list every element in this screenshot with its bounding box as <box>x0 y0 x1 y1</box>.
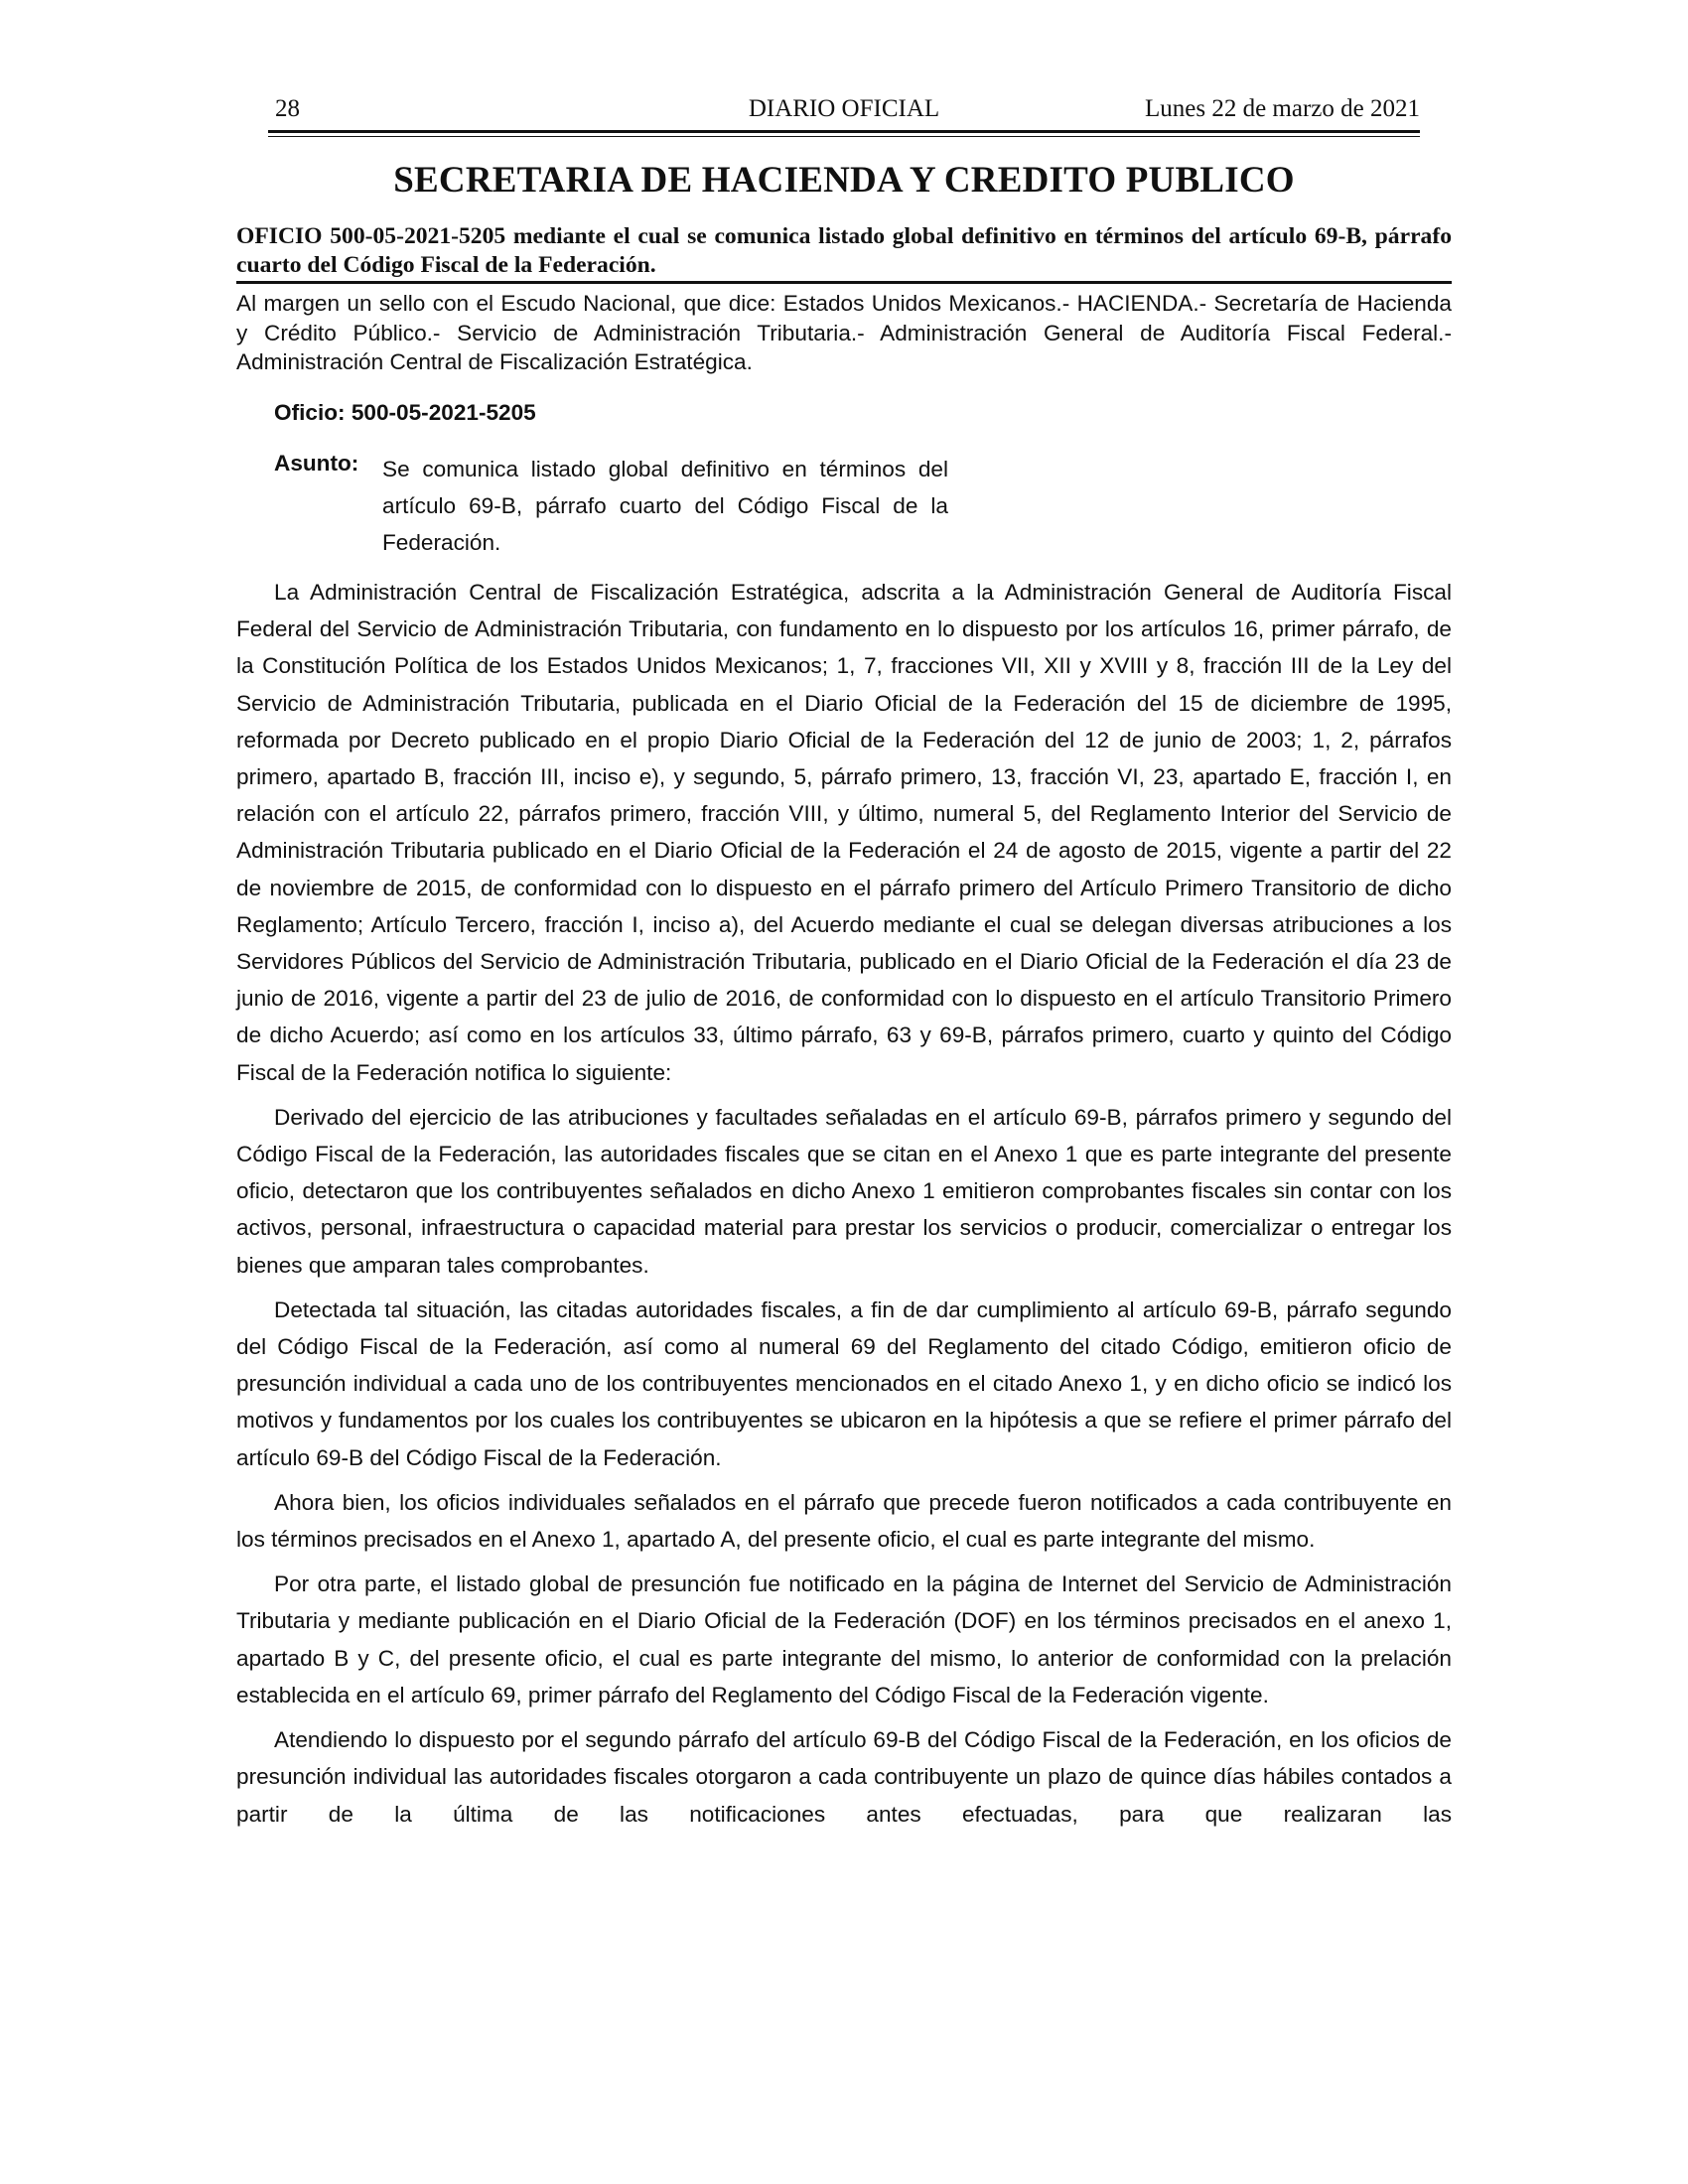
title-rule <box>236 281 1452 284</box>
asunto-label: Asunto: <box>274 451 359 476</box>
publication-name: DIARIO OFICIAL <box>748 95 940 122</box>
paragraph: Derivado del ejercicio de las atribuciones y facultades señaladas en el artículo 69-B, párrafos primero y segundo del Código Fiscal de la Federación, las autoridades fiscales que se citan en el Anexo 1 que es parte integrante del presente oficio, detectaron que los contribuyentes señalados en dicho Anexo 1 emitieron comprobantes fiscales sin contar con los activos, personal, infraestructura o capacidad material para prestar los servicios o producir, comercializar o entregar los bienes que amparan tales comprobantes. <box>236 1104 1452 1278</box>
page-number: 28 <box>275 95 300 122</box>
paragraph: La Administración Central de Fiscalización Estratégica, adscrita a la Administración General de Auditoría Fiscal Federal del Servicio de Administración Tributaria, con fundamento en lo dispuesto por los artículos 16, primer párrafo, de la Constitución Política de los Estados Unidos Mexicanos; 1, 7, fracciones VII, XII y XVIII y 8, fracción III de la Ley del Servicio de Administración Tributaria, publicada en el Diario Oficial de la Federación del 15 de diciembre de 1995, reformada por Decreto publicado en el propio Diario Oficial de la Federación del 12 de junio de 2003; 1, 2, párrafos primero, apartado B, fracción III, inciso e), y segundo, 5, párrafo primero, 13, fracción VI, 23, apartado E, fracción I, en relación con el artículo 22, párrafos primero, fracción VIII, y último, numeral 5, del Reglamento Interior del Servicio de Administración Tributaria publicado en el Diario Oficial de la Federación el 24 de agosto de 2015, vigente a partir del 22 de noviembre de 2015, de conformidad con lo dispuesto en el párrafo primero del Artículo Primero Transitorio de dicho Reglamento; Artículo Tercero, fracción I, inciso a), del Acuerdo mediante el cual se delegan diversas atribuciones a los Servidores Públicos del Servicio de Administración Tributaria, publicado en el Diario Oficial de la Federación el día 23 de junio de 2016, vigente a partir del 23 de julio de 2016, de conformidad con lo dispuesto en el artículo Transitorio Primero de dicho Acuerdo; así como en los artículos 33, último párrafo, 63 y 69-B, párrafos primero, cuarto y quinto del Código Fiscal de la Federación notifica lo siguiente: <box>236 580 1452 1085</box>
section-title: SECRETARIA DE HACIENDA Y CREDITO PUBLICO <box>393 160 1295 201</box>
publication-date: Lunes 22 de marzo de 2021 <box>1144 95 1420 122</box>
paragraph: Ahora bien, los oficios individuales señalados en el párrafo que precede fueron notificados a cada contribuyente en los términos precisados en el Anexo 1, apartado A, del presente oficio, el cual es parte integrante del mismo. <box>236 1489 1452 1553</box>
header-rule-thick <box>268 130 1420 133</box>
paragraph: Por otra parte, el listado global de presunción fue notificado en la página de Internet del Servicio de Administración Tributaria y mediante publicación en el Diario Oficial de la Federación (DOF) en los términos precisados en el anexo 1, apartado B y C, del presente oficio, el cual es parte integrante del mismo, lo anterior de conformidad con la prelación establecida en el artículo 69, primer párrafo del Reglamento del Código Fiscal de la Federación vigente. <box>236 1571 1452 1707</box>
header-rule-thin <box>268 136 1420 137</box>
oficio-label: Oficio: <box>274 400 346 425</box>
body-text <box>236 574 1452 1841</box>
oficio-number: 500-05-2021-5205 <box>351 400 536 425</box>
document-title: OFICIO 500-05-2021-5205 mediante el cual se comunica listado global definitivo en términos del artículo 69-B, párrafo cuarto del Código Fiscal de la Federación. <box>236 223 1452 278</box>
oficio-line <box>274 400 536 426</box>
paragraph: Atendiendo lo dispuesto por el segundo párrafo del artículo 69-B del Código Fiscal de la Federación, en los oficios de presunción individual las autoridades fiscales otorgaron a cada contribuyente un plazo de quince días hábiles contados a partir de la última de las notificaciones antes efectuadas, para que realizaran las <box>236 1727 1452 1827</box>
margin-note: Al margen un sello con el Escudo Nacional, que dice: Estados Unidos Mexicanos.- HACIENDA.- Secretaría de Hacienda y Crédito Público.- Servicio de Administración Tributaria.- Administración General de Auditoría Fiscal Federal.- Administración Central de Fiscalización Estratégica. <box>236 291 1452 374</box>
asunto-text: Se comunica listado global definitivo en términos del artículo 69-B, párrafo cuarto del Código Fiscal de la Federación. <box>382 457 948 555</box>
paragraph: Detectada tal situación, las citadas autoridades fiscales, a fin de dar cumplimiento al artículo 69-B, párrafo segundo del Código Fiscal de la Federación, así como al numeral 69 del Reglamento del citado Código, emitieron oficio de presunción individual a cada uno de los contribuyentes mencionados en el citado Anexo 1, y en dicho oficio se indicó los motivos y fundamentos por los cuales los contribuyentes se ubicaron en la hipótesis a que se refiere el primer párrafo del artículo 69-B del Código Fiscal de la Federación. <box>236 1297 1452 1470</box>
